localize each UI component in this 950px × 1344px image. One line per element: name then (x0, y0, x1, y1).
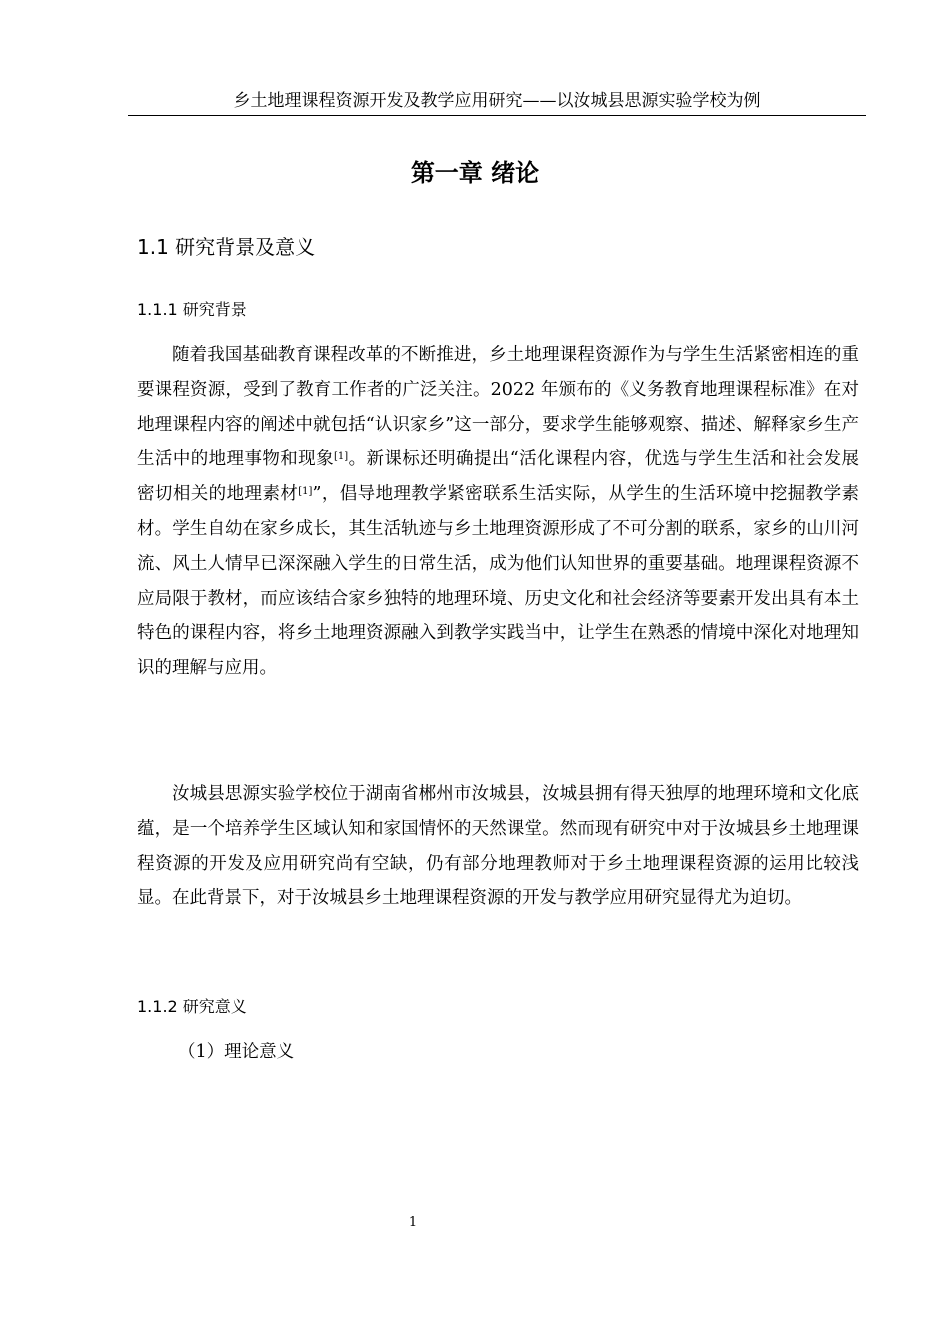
running-header: 乡土地理课程资源开发及教学应用研究——以汝城县思源实验学校为例 (233, 91, 761, 111)
header-divider (128, 115, 866, 116)
body-paragraph-2: 汝城县思源实验学校位于湖南省郴州市汝城县，汝城县拥有得天独厚的地理环境和文化底蕴，是一个培养学生区域认知和家国情怀的天然课堂。然而现有研究中对于汝城县乡土地理课程资源的开发及应用研究尚有空缺，仍有部分地理教师对于乡土地理课程资源的运用比较浅显。在此背景下，对于汝城县乡土地理课程资源的开发与教学应用研究显得尤为迫切。 (137, 784, 859, 909)
subsection-heading-significance: 1.1.2 研究意义 (137, 997, 247, 1016)
section-heading: 1.1 研究背景及意义 (137, 235, 316, 259)
citation-marker[interactable]: [1] (298, 486, 313, 498)
citation-marker[interactable]: [1] (334, 451, 349, 463)
paragraph-text: 随着我国基础教育课程改革的不断推进，乡土地理课程资源作为与学生生活紧密相连的重要课程资源，受到了教育工作者的广泛关注。2022 年颁布的《义务教育地理课程标准》在对地理课程内容的阐述中就包括“认识家乡”这一部分，要求学生能够观察、描述、解释家乡生产生活中的地理事物和现象 (137, 345, 859, 470)
subsection-heading-background: 1.1.1 研究背景 (137, 300, 247, 319)
paragraph-text: ”，倡导地理教学紧密联系生活实际，从学生的生活环境中挖掘教学素材。学生自幼在家乡成长，其生活轨迹与乡土地理资源形成了不可分割的联系，家乡的山川河流、风土人情早已深深融入学生的日常生活，成为他们认知世界的重要基础。地理课程资源不应局限于教材，而应该结合家乡独特的地理环境、历史文化和社会经济等要素开发出具有本土特色的课程内容，将乡土地理资源融入到教学实践当中，让学生在熟悉的情境中深化对地理知识的理解与应用。 (137, 484, 859, 679)
chapter-title: 第一章 绪论 (410, 159, 540, 187)
paragraph-text: 。新课标还明确提出“活化课程内容，优选与学生生活和社会发展密切相关的地理素材 (137, 449, 860, 505)
page-number: 1 (408, 1215, 418, 1230)
list-item-theoretical: （1）理论意义 (178, 1042, 295, 1062)
body-paragraph-1 (137, 338, 859, 686)
